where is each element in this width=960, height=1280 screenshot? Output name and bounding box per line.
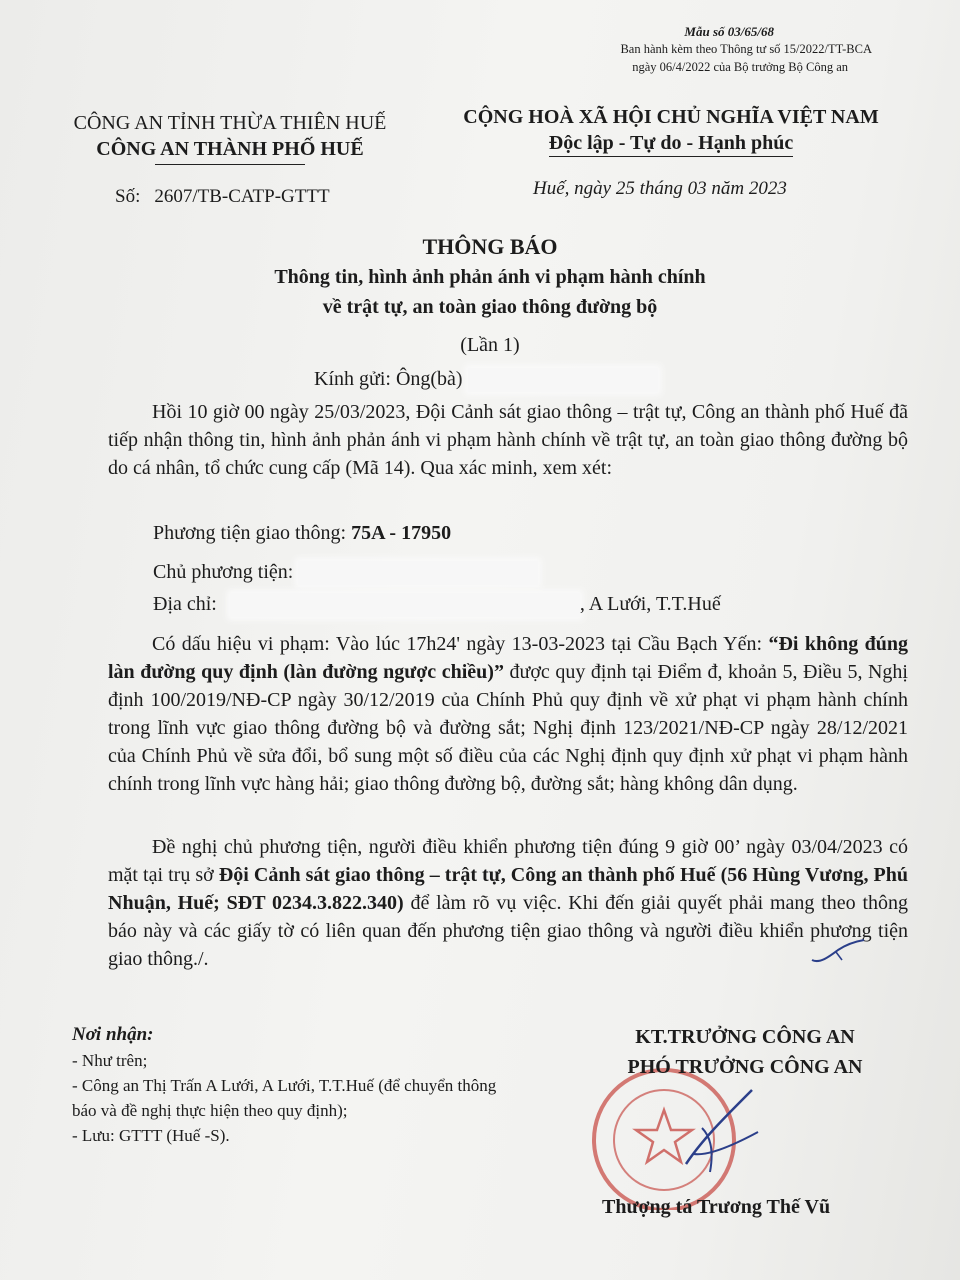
issuer-name: CÔNG AN THÀNH PHỐ HUẾ bbox=[96, 138, 364, 160]
body-paragraph-3 bbox=[108, 833, 908, 973]
vehicle-label: Phương tiện giao thông: bbox=[153, 522, 347, 544]
body-paragraph-1: Hồi 10 giờ 00 ngày 25/03/2023, Đội Cảnh sát giao thông – trật tự, Công an thành phố Huế đã tiếp nhận thông tin, hình ảnh phản ánh vi phạm hành chính về trật tự, an toàn giao thông đường bộ do cá nhân, tổ chức cung cấp (Mã 14). Qua xác minh, xem xét: bbox=[108, 401, 908, 479]
national-name: CỘNG HOÀ XÃ HỘI CHỦ NGHĨA VIỆT NAM bbox=[463, 106, 879, 128]
document-subtitle-2: về trật tự, an toàn giao thông đường bộ bbox=[322, 296, 658, 318]
place-date: Huế, ngày 25 tháng 03 năm 2023 bbox=[533, 178, 787, 199]
recipient-label: Kính gửi: Ông(bà) bbox=[314, 368, 463, 390]
signature-title-2: PHÓ TRƯỞNG CÔNG AN bbox=[627, 1056, 863, 1078]
national-motto: Độc lập - Tự do - Hạnh phúc bbox=[549, 130, 793, 157]
violation-intro: Có dấu hiệu vi phạm: Vào lúc 17h24' ngày 13-03-2023 tại Cầu Bạch Yến: bbox=[152, 633, 763, 655]
recipient-line bbox=[314, 368, 658, 392]
violation-description: “Đi không đúng làn đường quy định (làn đường ngược chiều)” bbox=[108, 633, 908, 683]
recipient-item: - Công an Thị Trấn A Lưới, A Lưới, T.T.Huế (để chuyển thông báo và đề nghị thực hiện theo quy định); bbox=[72, 1076, 497, 1120]
address-line bbox=[153, 593, 721, 617]
body-paragraph-2 bbox=[108, 630, 908, 798]
owner-label: Chủ phương tiện: bbox=[153, 561, 294, 583]
official-seal bbox=[582, 1060, 772, 1210]
attempt-number: (Lần 1) bbox=[460, 334, 520, 356]
issuer-header bbox=[55, 110, 405, 165]
document-number-value: 2607/TB-CATP-GTTT bbox=[154, 186, 330, 207]
national-header bbox=[440, 104, 902, 157]
owner-line bbox=[153, 561, 538, 585]
recipients-block bbox=[72, 1022, 512, 1148]
redacted-recipient bbox=[468, 368, 658, 392]
form-note-line1: Ban hành kèm theo Thông tư số 15/2022/TT-BCA bbox=[620, 42, 872, 56]
document-number-label: Số: bbox=[115, 186, 141, 207]
address-label: Địa chỉ: bbox=[153, 593, 217, 615]
vehicle-plate: 75A - 17950 bbox=[351, 522, 452, 544]
address-tail: , A Lưới, T.T.Huế bbox=[579, 593, 721, 615]
summons-location: Đội Cảnh sát giao thông – trật tự, Công an thành phố Huế (56 Hùng Vương, Phú Nhuận, Huế; SĐT 0234.3.822.340) bbox=[108, 864, 908, 914]
vehicle-line bbox=[153, 522, 451, 545]
summons-text: Đề nghị chủ phương tiện, người điều khiển phương tiện đúng 9 giờ 00’ ngày 03/04/2023 có mặt tại trụ sở bbox=[108, 836, 908, 886]
signature-title-1: KT.TRƯỞNG CÔNG AN bbox=[635, 1026, 855, 1048]
document-number bbox=[115, 186, 330, 208]
document-subtitle-1: Thông tin, hình ảnh phản ánh vi phạm hành chính bbox=[274, 266, 706, 288]
recipients-title: Nơi nhận: bbox=[72, 1024, 154, 1045]
issuer-underline bbox=[155, 164, 305, 165]
recipient-item: - Như trên; bbox=[72, 1051, 148, 1070]
redacted-owner bbox=[298, 561, 538, 585]
signer-name: Thượng tá Trương Thế Vũ bbox=[602, 1196, 831, 1218]
document-title: THÔNG BÁO bbox=[422, 234, 558, 259]
signature-block bbox=[565, 1022, 925, 1082]
initial-mark bbox=[808, 938, 868, 968]
summons-requirements: để làm rõ vụ việc. Khi đến giải quyết phải mang theo thông báo này và các giấy tờ có liên quan đến phương tiện giao thông và người điều khiển phương tiện giao thông./. bbox=[108, 892, 909, 970]
form-code: Mẫu số 03/65/68 bbox=[684, 24, 774, 39]
title-block bbox=[0, 232, 960, 360]
redacted-address bbox=[230, 593, 580, 617]
form-note-line2: ngày 06/4/2022 của Bộ trưởng Bộ Công an bbox=[632, 60, 848, 74]
violation-legal-basis: được quy định tại Điểm đ, khoản 5, Điều 5, Nghị định 100/2019/NĐ-CP ngày 30/12/2019 của Chính Phủ quy định về xử phạt vi phạm hành chính trong lĩnh vực giao thông đường bộ và đường sắt; Nghị định 123/2021/NĐ-CP ngày 28/12/2021 của Chính Phủ về sửa đổi, bổ sung một số điều của các Nghị định quy định xử phạt vi phạm hành chính trong lĩnh vực hàng hải; giao thông đường bộ, đường sắt; hàng không dân dụng. bbox=[108, 661, 908, 795]
issuer-parent: CÔNG AN TỈNH THỪA THIÊN HUẾ bbox=[73, 112, 387, 134]
recipient-item: - Lưu: GTTT (Huế -S). bbox=[72, 1126, 230, 1145]
